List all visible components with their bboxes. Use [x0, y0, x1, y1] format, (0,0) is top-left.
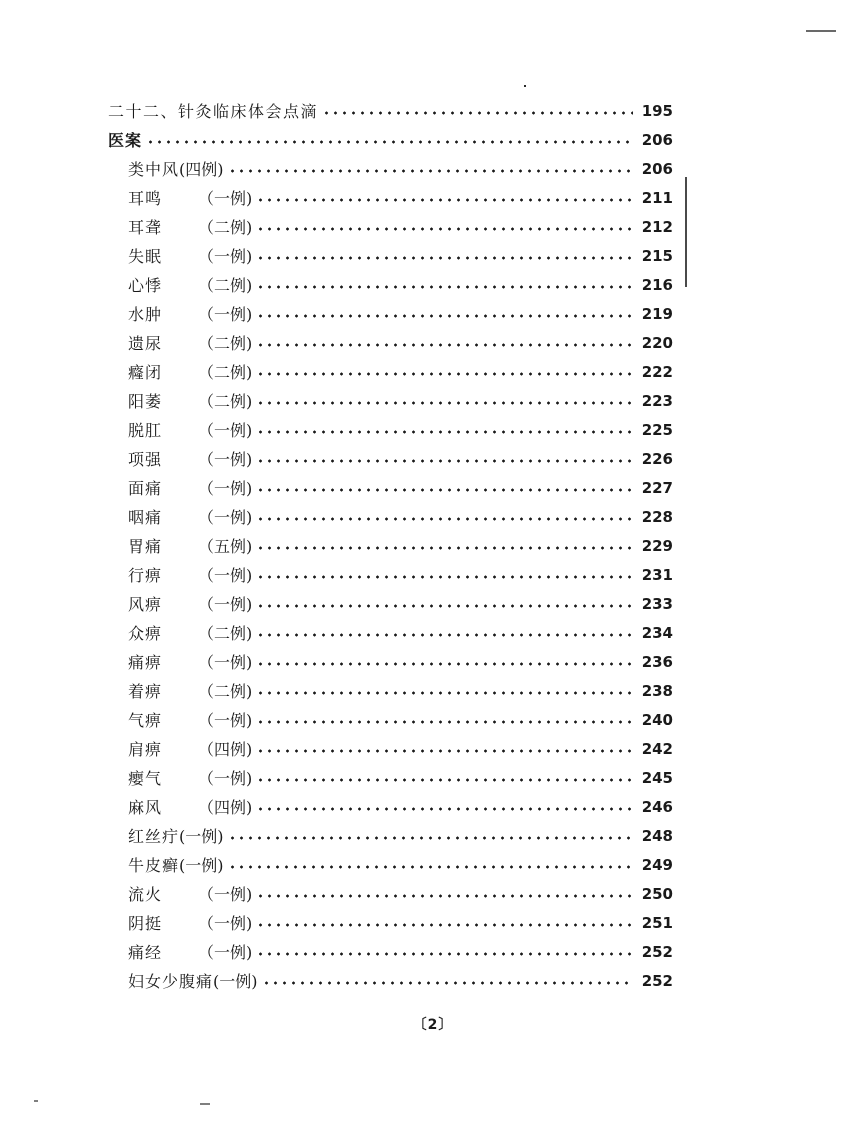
- toc-entry: [108, 476, 252, 499]
- scan-speck: [34, 1100, 38, 1102]
- toc-entry: [108, 650, 252, 673]
- toc-row[interactable]: [108, 183, 673, 212]
- toc-page-number: 211: [641, 188, 673, 207]
- toc-case-count: （二例): [198, 363, 253, 382]
- toc-row[interactable]: [108, 618, 673, 647]
- toc-row[interactable]: [108, 908, 673, 937]
- dot-leader: [146, 140, 633, 144]
- toc-page-number: 220: [641, 333, 673, 352]
- toc-entry: [108, 911, 252, 934]
- toc-topic: 瘿气: [128, 769, 163, 788]
- toc-entry: [108, 592, 252, 615]
- toc-entry: [108, 940, 252, 963]
- toc-case-count: （一例): [198, 885, 253, 904]
- toc-case-count: （二例): [198, 682, 253, 701]
- toc-page-number: 252: [641, 942, 673, 961]
- toc-entry: [108, 99, 318, 122]
- toc-page-number: 206: [641, 130, 673, 149]
- toc-row[interactable]: [108, 212, 673, 241]
- toc-case-count: （一例): [198, 914, 253, 933]
- toc-case-count: （一例): [198, 450, 253, 469]
- dot-leader: [256, 546, 633, 550]
- toc-row[interactable]: [108, 241, 673, 270]
- toc-page-number: 231: [641, 565, 673, 584]
- toc-row[interactable]: [108, 415, 673, 444]
- toc-row[interactable]: [108, 734, 673, 763]
- toc-case-count: （一例): [198, 653, 253, 672]
- toc-case-count: （二例): [198, 334, 253, 353]
- dot-leader: [228, 169, 633, 173]
- toc-row[interactable]: [108, 705, 673, 734]
- dot-leader: [256, 517, 633, 521]
- toc-case-count: （一例): [198, 421, 253, 440]
- toc-topic: 流火: [128, 885, 163, 904]
- dot-leader: [256, 720, 633, 724]
- toc-topic: 众痹: [128, 624, 163, 643]
- toc-case-count: （四例): [198, 798, 253, 817]
- toc-page-number: 252: [641, 971, 673, 990]
- toc-entry: [108, 302, 252, 325]
- dot-leader: [256, 285, 633, 289]
- toc-case-list: [108, 154, 673, 995]
- toc-row[interactable]: [108, 328, 673, 357]
- toc-topic: 水肿: [128, 305, 163, 324]
- toc-entry: [108, 244, 252, 267]
- toc-case-count: （五例): [198, 537, 253, 556]
- toc-entry: [108, 360, 252, 383]
- toc-entry: [108, 534, 252, 557]
- toc-entry: [108, 128, 142, 151]
- dot-leader: [256, 662, 633, 666]
- toc-topic: 项强: [128, 450, 163, 469]
- toc-row[interactable]: [108, 502, 673, 531]
- toc-row[interactable]: [108, 647, 673, 676]
- toc-case-count: （二例): [198, 392, 253, 411]
- dot-leader: [256, 401, 633, 405]
- toc-case-count: （一例): [198, 769, 253, 788]
- dot-leader: [228, 865, 633, 869]
- dot-leader: [256, 575, 633, 579]
- toc-row[interactable]: [108, 792, 673, 821]
- scan-speck: [524, 85, 526, 87]
- toc-row[interactable]: [108, 357, 673, 386]
- page-number-footer: 〔2〕: [412, 1017, 454, 1033]
- toc-page-number: 219: [641, 304, 673, 323]
- toc-topic: 癃闭: [128, 363, 163, 382]
- toc-row[interactable]: [108, 154, 673, 183]
- toc-page-number: 222: [641, 362, 673, 381]
- toc-page-number: 227: [641, 478, 673, 497]
- toc-row[interactable]: [108, 937, 673, 966]
- toc-entry: [108, 824, 224, 847]
- toc-case-count: （四例): [198, 740, 253, 759]
- toc-page-number: 238: [641, 681, 673, 700]
- dot-leader: [256, 372, 633, 376]
- dot-leader: [256, 923, 633, 927]
- toc-topic: 类中风: [128, 160, 180, 179]
- dot-leader: [256, 807, 633, 811]
- toc-page-number: 251: [641, 913, 673, 932]
- toc-row[interactable]: [108, 531, 673, 560]
- toc-case-count: （一例): [198, 305, 253, 324]
- toc-entry: [108, 418, 252, 441]
- toc-case-count: (一例): [179, 856, 224, 875]
- toc-case-count: （二例): [198, 624, 253, 643]
- toc-page-number: 233: [641, 594, 673, 613]
- toc-row[interactable]: [108, 676, 673, 705]
- toc-topic: 心悸: [128, 276, 163, 295]
- toc-entry: [108, 157, 224, 180]
- toc-row[interactable]: [108, 763, 673, 792]
- toc-entry: [108, 273, 252, 296]
- toc-entry: [108, 331, 252, 354]
- toc-row[interactable]: [108, 850, 673, 879]
- toc-case-count: （二例): [198, 276, 253, 295]
- toc-page-number: 212: [641, 217, 673, 236]
- dot-leader: [256, 778, 633, 782]
- dot-leader: [322, 111, 633, 115]
- toc-row[interactable]: [108, 879, 673, 908]
- toc-case-count: （一例): [198, 189, 253, 208]
- toc-entry: [108, 737, 252, 760]
- toc-row[interactable]: [108, 270, 673, 299]
- toc-page-number: 226: [641, 449, 673, 468]
- toc-page-number: 245: [641, 768, 673, 787]
- dot-leader: [256, 314, 633, 318]
- toc-topic: 行痹: [128, 566, 163, 585]
- toc-page-number: 246: [641, 797, 673, 816]
- toc-page-number: 223: [641, 391, 673, 410]
- toc-heading-title: 医案: [108, 131, 143, 150]
- toc-page-number: 250: [641, 884, 673, 903]
- toc-entry: [108, 853, 224, 876]
- toc-case-count: （一例): [198, 508, 253, 527]
- toc-case-count: （一例): [198, 595, 253, 614]
- toc-entry: [108, 389, 252, 412]
- toc-case-count: （一例): [198, 711, 253, 730]
- toc-row[interactable]: [108, 444, 673, 473]
- toc-entry: [108, 708, 252, 731]
- toc-section-title: 二十二、针灸临床体会点滴: [108, 102, 319, 121]
- dot-leader: [256, 459, 633, 463]
- toc-topic: 阴挺: [128, 914, 163, 933]
- dot-leader: [256, 430, 633, 434]
- toc-page-number: 240: [641, 710, 673, 729]
- toc-section-row[interactable]: [108, 96, 673, 125]
- dot-leader: [262, 981, 633, 985]
- toc-entry: [108, 766, 252, 789]
- toc-topic: 牛皮癣: [128, 856, 180, 875]
- toc-page-number: 228: [641, 507, 673, 526]
- toc-topic: 咽痛: [128, 508, 163, 527]
- toc-page-number: 216: [641, 275, 673, 294]
- toc-page-number: 248: [641, 826, 673, 845]
- toc-page-number: 249: [641, 855, 673, 874]
- toc-row[interactable]: [108, 821, 673, 850]
- toc-entry: [108, 969, 258, 992]
- toc-topic: 风痹: [128, 595, 163, 614]
- toc-page-number: 225: [641, 420, 673, 439]
- toc-page-number: 242: [641, 739, 673, 758]
- toc-row[interactable]: [108, 386, 673, 415]
- dot-leader: [256, 343, 633, 347]
- toc-entry: [108, 679, 252, 702]
- toc-topic: 妇女少腹痛: [128, 972, 214, 991]
- toc-case-count: (四例): [179, 160, 224, 179]
- toc-case-count: （一例): [198, 247, 253, 266]
- toc-page-number: 195: [641, 101, 673, 120]
- scan-mark: [806, 30, 836, 32]
- scan-speck: [200, 1103, 210, 1105]
- dot-leader: [256, 256, 633, 260]
- toc-row[interactable]: [108, 473, 673, 502]
- dot-leader: [256, 633, 633, 637]
- toc-entry: [108, 215, 252, 238]
- dot-leader: [256, 198, 633, 202]
- table-of-contents: [108, 96, 673, 995]
- dot-leader: [256, 227, 633, 231]
- toc-entry: [108, 621, 252, 644]
- toc-topic: 胃痛: [128, 537, 163, 556]
- toc-case-count: （二例): [198, 218, 253, 237]
- toc-case-count: （一例): [198, 566, 253, 585]
- toc-topic: 耳聋: [128, 218, 163, 237]
- margin-annotation: [685, 177, 687, 287]
- toc-entry: [108, 505, 252, 528]
- toc-topic: 着痹: [128, 682, 163, 701]
- dot-leader: [256, 691, 633, 695]
- toc-entry: [108, 882, 252, 905]
- toc-row[interactable]: [108, 966, 673, 995]
- toc-entry: [108, 186, 252, 209]
- toc-topic: 痛痹: [128, 653, 163, 672]
- toc-topic: 耳鸣: [128, 189, 163, 208]
- dot-leader: [256, 749, 633, 753]
- toc-case-count: (一例): [213, 972, 258, 991]
- toc-topic: 脱肛: [128, 421, 163, 440]
- toc-entry: [108, 563, 252, 586]
- toc-topic: 气痹: [128, 711, 163, 730]
- dot-leader: [256, 894, 633, 898]
- toc-topic: 遗尿: [128, 334, 163, 353]
- toc-entry: [108, 795, 252, 818]
- toc-entry: [108, 447, 252, 470]
- toc-topic: 红丝疔: [128, 827, 180, 846]
- toc-page-number: 236: [641, 652, 673, 671]
- toc-topic: 肩痹: [128, 740, 163, 759]
- toc-topic: 麻风: [128, 798, 163, 817]
- toc-row[interactable]: [108, 299, 673, 328]
- toc-case-count: (一例): [179, 827, 224, 846]
- toc-heading-row[interactable]: [108, 125, 673, 154]
- dot-leader: [256, 952, 633, 956]
- toc-topic: 痛经: [128, 943, 163, 962]
- toc-case-count: （一例): [198, 479, 253, 498]
- toc-topic: 面痛: [128, 479, 163, 498]
- dot-leader: [256, 604, 633, 608]
- toc-row[interactable]: [108, 589, 673, 618]
- toc-page-number: 206: [641, 159, 673, 178]
- toc-page-number: 215: [641, 246, 673, 265]
- toc-page-number: 229: [641, 536, 673, 555]
- toc-case-count: （一例): [198, 943, 253, 962]
- dot-leader: [228, 836, 633, 840]
- toc-topic: 阳萎: [128, 392, 163, 411]
- toc-topic: 失眠: [128, 247, 163, 266]
- dot-leader: [256, 488, 633, 492]
- toc-page-number: 234: [641, 623, 673, 642]
- toc-row[interactable]: [108, 560, 673, 589]
